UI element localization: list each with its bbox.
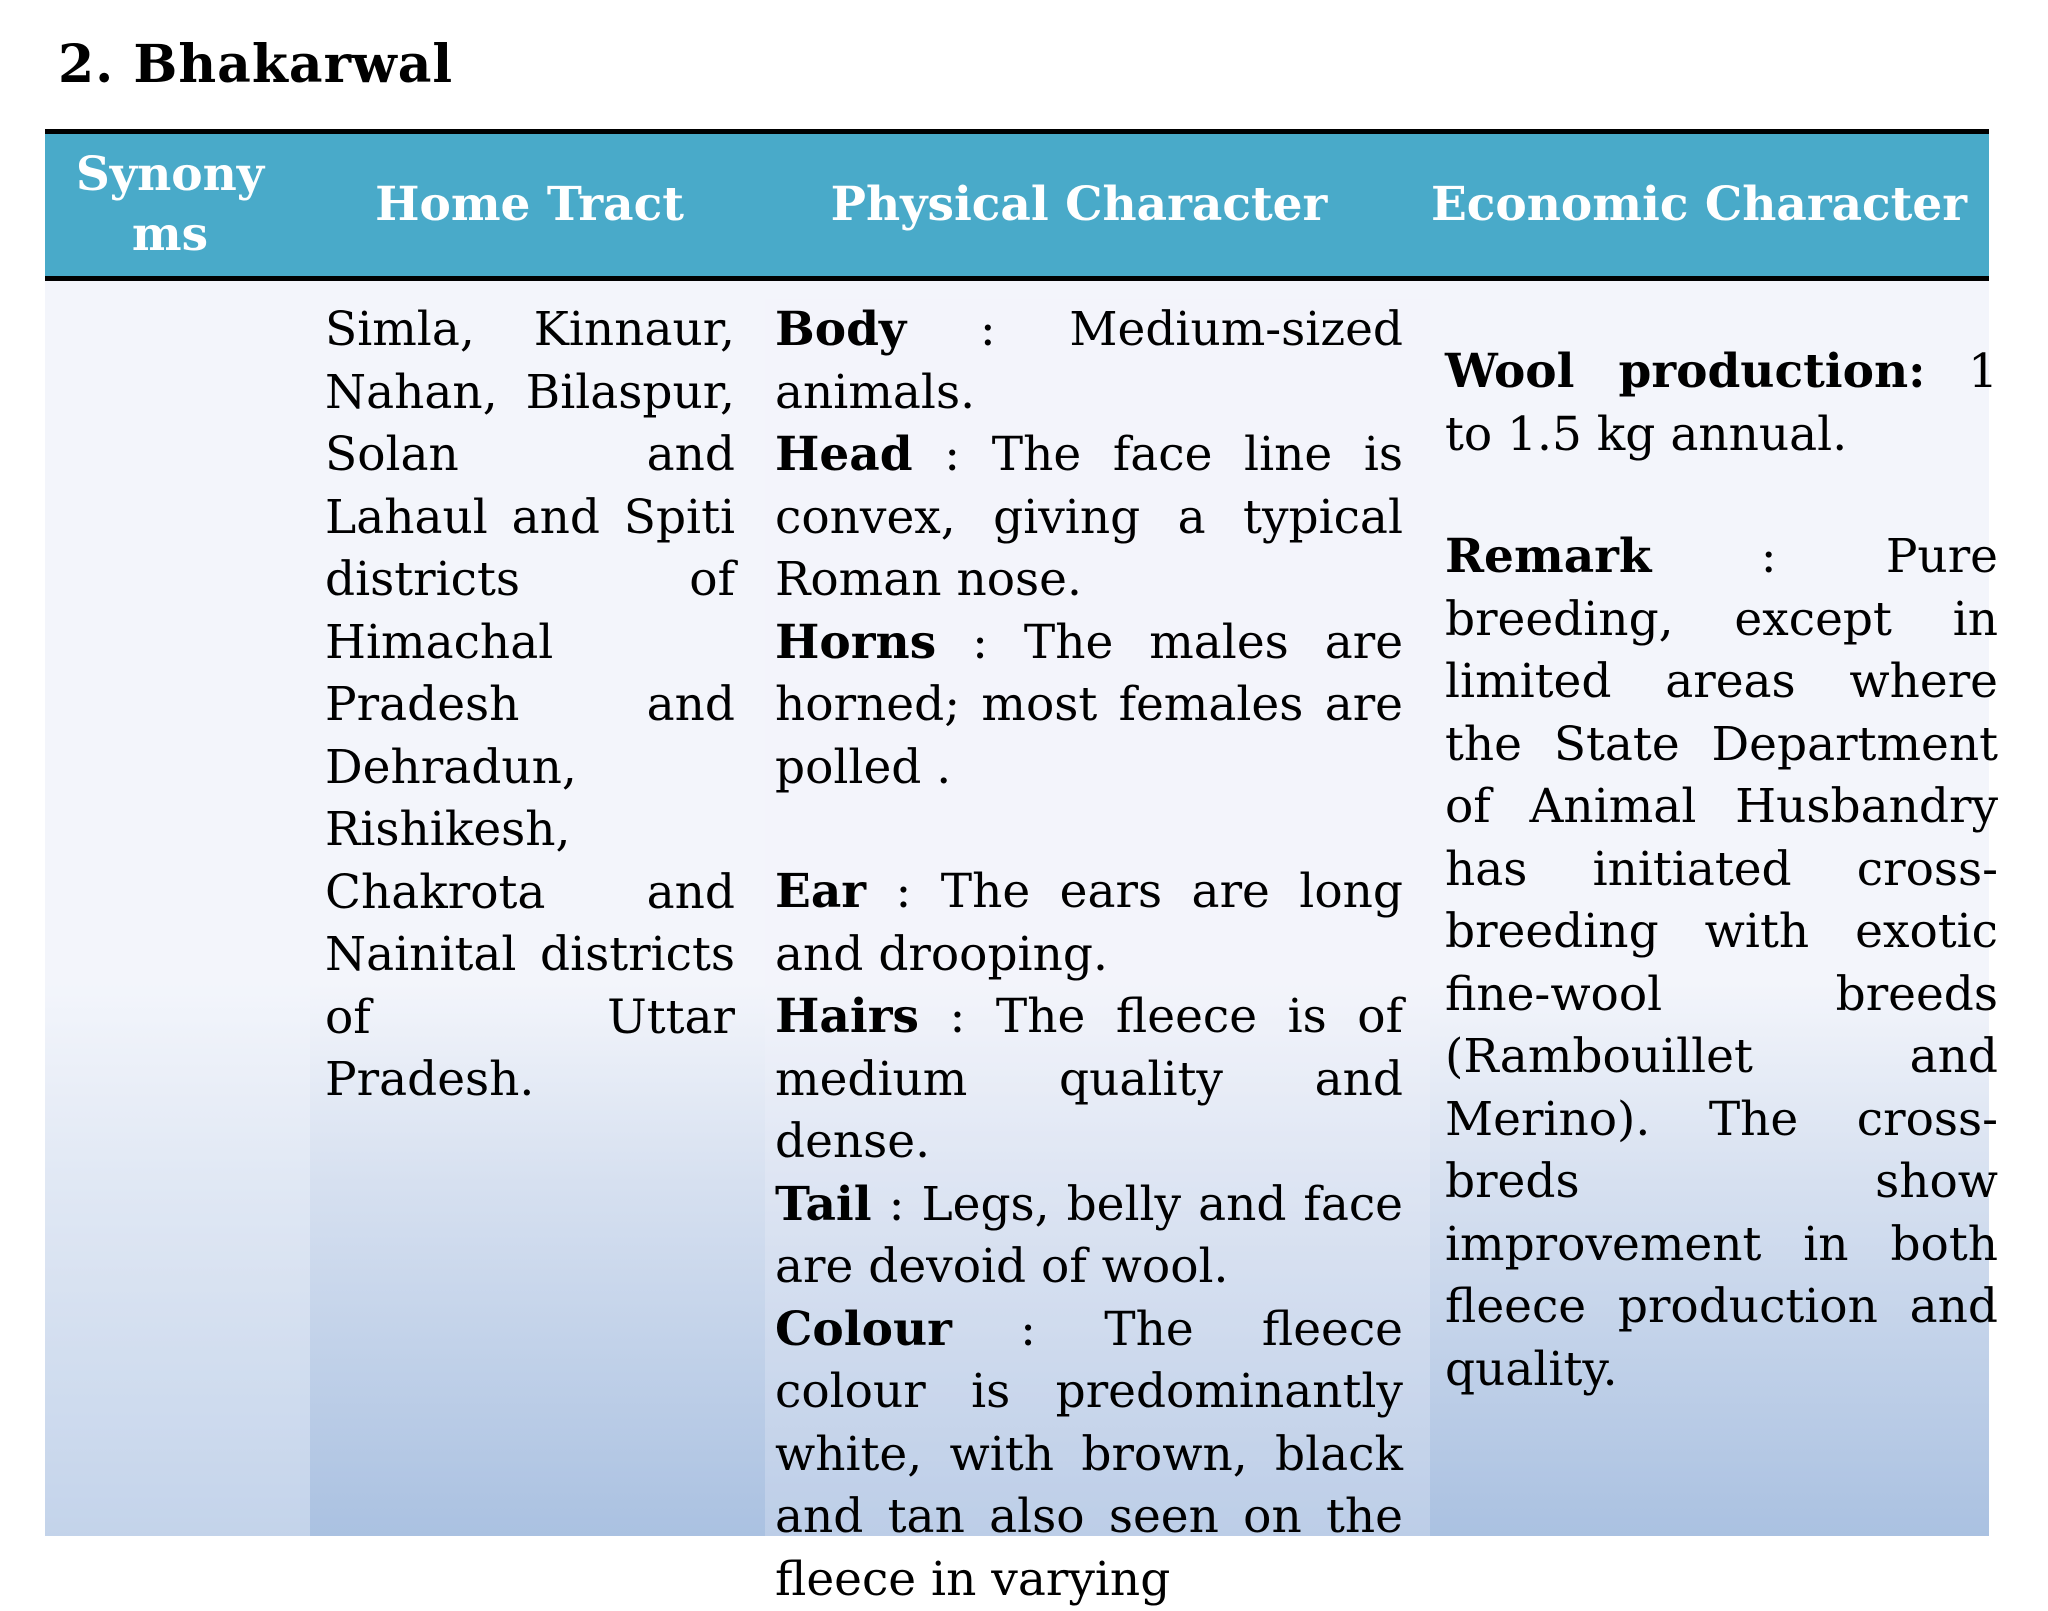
physical-item-tail: Tail : Legs, belly and face are devoid of wool. — [775, 1174, 1403, 1299]
physical-text-tail: Legs, belly and face are devoid of wool. — [775, 1177, 1403, 1295]
cell-synonyms — [45, 281, 310, 1536]
economic-label-remark: Remark — [1445, 529, 1651, 584]
physical-text-head: The face line is convex, giving a typical Roman nose. — [775, 427, 1403, 607]
header-synonyms: Synonyms — [65, 134, 275, 276]
spacer — [775, 799, 1403, 861]
physical-item-colour: Colour : The fleece colour is predominantly white, with brown, black and tan also seen on the fleece in varying — [775, 1299, 1403, 1611]
economic-text-remark: Pure breeding, except in limited areas where the State Department of Animal Husbandry has initiated cross-breeding with exotic fine-wool breeds (Rambouillet and Merino). The cross-breds show improvement in both fleece production and quality. — [1445, 529, 1998, 1397]
physical-label-colour: Colour — [775, 1302, 952, 1357]
header-economic-character: Economic Character — [1409, 134, 1989, 276]
physical-text-hairs: The fleece is of medium quality and dense. — [775, 989, 1403, 1169]
physical-item-ear: Ear : The ears are long and drooping. — [775, 861, 1403, 986]
physical-item-horns: Horns : The males are horned; most females are polled . — [775, 612, 1403, 800]
physical-label-hairs: Hairs — [775, 989, 919, 1044]
header-physical-character: Physical Character — [749, 134, 1409, 276]
breed-table — [45, 129, 1989, 1536]
cell-home-tract — [325, 299, 735, 1536]
economic-text-wool: 1 to 1.5 kg annual. — [1445, 344, 1998, 462]
page-title: 2. Bhakarwal — [58, 34, 453, 95]
header-home-tract: Home Tract — [310, 134, 749, 276]
physical-text-horns: The males are horned; most females are polled . — [775, 615, 1403, 795]
table-body-row — [45, 281, 1989, 1536]
physical-label-tail: Tail — [775, 1177, 872, 1232]
economic-item-remark: Remark : Pure breeding, except in limited areas where the State Department of Animal Husbandry has initiated cross-breeding with exotic fine-wool breeds (Rambouillet and Merino). The cross-breds show improvement in both fleece production and quality. — [1445, 526, 1998, 1401]
spacer — [1445, 466, 1998, 526]
physical-label-horns: Horns — [775, 615, 936, 670]
economic-item-wool — [1445, 341, 1998, 466]
physical-text-colour: The fleece colour is predominantly white, with brown, black and tan also seen on the fleece in varying — [775, 1302, 1403, 1607]
physical-item-hairs: Hairs : The fleece is of medium quality and dense. — [775, 986, 1403, 1174]
physical-item-body: Body : Medium-sized animals. — [775, 299, 1403, 424]
physical-text-ear: The ears are long and drooping. — [775, 864, 1403, 982]
physical-label-body: Body — [775, 302, 906, 357]
physical-item-head: Head : The face line is convex, giving a typical Roman nose. — [775, 424, 1403, 612]
physical-label-ear: Ear — [775, 864, 866, 919]
home-tract-text: Simla, Kinnaur, Nahan, Bilaspur, Solan and Lahaul and Spiti districts of Himachal Pradesh and Dehradun, Rishikesh, Chakrota and Nainital districts of Uttar Pradesh. — [325, 299, 735, 1112]
table-header-row — [45, 134, 1989, 276]
physical-label-head: Head — [775, 427, 913, 482]
physical-text-body: Medium-sized animals. — [775, 302, 1403, 420]
economic-label-wool: Wool production: — [1445, 344, 1926, 399]
cell-physical-character — [765, 299, 1430, 1536]
cell-economic-character — [1420, 341, 2009, 1536]
